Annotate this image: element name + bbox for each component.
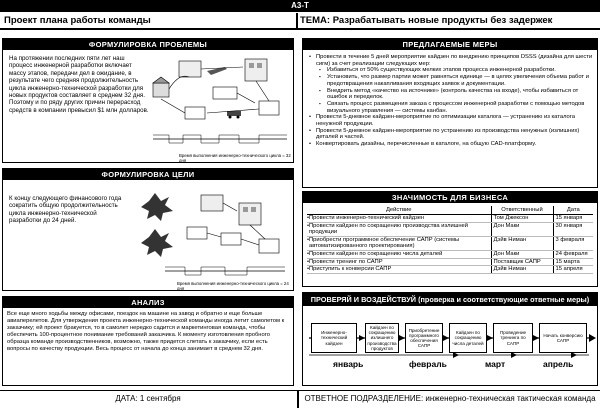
check-step: Кайдзен по сокращению числа деталей bbox=[449, 323, 487, 353]
title-row bbox=[0, 13, 600, 30]
analysis-text: Все еще много ходьбы между офисами, поездок на машине на завод и обратно и еще больше авиаперелетов. Для утверждения проекта инженерно-технической команды иногда летит самолетом к заказчику; ей проект бракуется, то в самолет нередко садится и маркетинговая команда, чтобы обеспечить 100-процентное понимание требований заказчика. К моменту изготовления пробного образца команде производственников, возможно, также придется слетать к заказчику, если есть вопросы по качеству продукции. Весь процесс от начала до конца занимает в среднем 32 дня. bbox=[7, 311, 285, 352]
measures-heading: ПРЕДЛАГАЕМЫЕ МЕРЫ bbox=[303, 39, 597, 50]
owner-cell: Дэйв Ниман bbox=[491, 266, 553, 274]
footer bbox=[0, 390, 600, 408]
date-cell: 15 марта bbox=[553, 258, 593, 266]
check-act-panel bbox=[302, 292, 598, 386]
analysis-heading: АНАЛИЗ bbox=[3, 297, 293, 308]
check-step: Приобретение программного обеспечения САПР bbox=[405, 323, 443, 353]
measure-subitem: ▪ Установить, что размер партии может равняться единице — в целях увеличения объема работ и предотвращения накапливания входящих заявок и документации. bbox=[309, 74, 595, 87]
burst-icon bbox=[141, 193, 173, 221]
problem-text: На протяжении последних пяти лет наш процесс инженерной разработки включает массу этапов, передачи дел в ожидание, в результате чего средняя продолжительность цикла инженерно-технической разработки для новых продуктов составляет в среднем 32 дня. Поэтому и по ряду других причин перерасход средств в компании превысил $1 млн долларов. bbox=[9, 55, 149, 114]
action-cell: • Провести инженерно-технический кайдзен bbox=[307, 215, 491, 223]
customer-building-icon bbox=[179, 61, 201, 77]
problem-timeline-label: Время выполнения инженерно-технического цикла = 32 дня bbox=[179, 153, 291, 163]
check-step: Инженерно-технический кайдзен bbox=[311, 323, 357, 353]
column-header-action: Действие bbox=[307, 206, 491, 215]
date-cell: 15 января bbox=[553, 215, 593, 223]
table-row bbox=[307, 236, 593, 250]
problem-panel bbox=[2, 38, 294, 163]
table-row bbox=[307, 215, 593, 223]
table-row bbox=[307, 250, 593, 258]
business-heading: ЗНАЧИМОСТЬ ДЛЯ БИЗНЕСА bbox=[303, 192, 597, 203]
date-cell: 3 февраля bbox=[553, 236, 593, 250]
measure-item: • Провести 5-дневное кайдзен-мероприятие по устранению из производства ненужных (излишних) деталей и частей. bbox=[309, 128, 595, 141]
goal-text: К концу следующего финансового года сократить общую продолжительность цикла инженерно-технической разработки до 24 дней. bbox=[9, 195, 122, 225]
measure-item: • Провести в течение 5 дней мероприятие кайдзен по внедрению принципов DSSS (дизайна для шести сигм) за счет реализации следующих мер: bbox=[309, 54, 595, 67]
check-step: Кайдзен по сокращению излишнего производства продуктов bbox=[365, 323, 399, 353]
check-step: Проведение тренинга по САПР bbox=[493, 323, 533, 353]
office-building-icon bbox=[153, 83, 169, 97]
column-header-owner: Ответственный bbox=[491, 206, 553, 215]
measure-item: • Конвертировать дизайны, перечисленные в каталоге, на общую САD-платформу. bbox=[309, 141, 595, 148]
action-table bbox=[307, 206, 593, 274]
title-divider bbox=[296, 13, 298, 30]
goal-timeline-label: Время выполнения инженерно-технического цикла = 24 дня bbox=[177, 281, 289, 291]
action-cell: • Приступить к конверсии САПР bbox=[307, 266, 491, 274]
measure-subitem: ▪ Связать процесс размещения заказа с процессом инженерной разработки с помощью методов визуального управления — системы канбан. bbox=[309, 101, 595, 114]
month-label: февраль bbox=[409, 359, 447, 369]
month-label: март bbox=[485, 359, 506, 369]
problem-heading: ФОРМУЛИРОВКА ПРОБЛЕМЫ bbox=[3, 39, 293, 50]
action-cell: • Провести тренинг по САПР bbox=[307, 258, 491, 266]
service-building-icon bbox=[201, 195, 223, 211]
action-cell: • Провести кайдзен по сокращению числа деталей bbox=[307, 250, 491, 258]
month-label: апрель bbox=[543, 359, 574, 369]
date-cell: 15 апреля bbox=[553, 266, 593, 274]
measures-panel bbox=[302, 38, 598, 188]
goal-panel bbox=[2, 168, 294, 291]
factory-icon bbox=[245, 59, 267, 81]
goal-heading: ФОРМУЛИРОВКА ЦЕЛИ bbox=[3, 169, 293, 180]
action-cell: • Провести кайдзен по сокращению производства излишней продукции bbox=[307, 222, 491, 236]
measure-subitem: ▪ Внедрить метод «качество на источнике» (контроль качества на входе), чтобы избавиться от ошибок и переделок. bbox=[309, 88, 595, 101]
theme-title: ТЕМА: Разрабатывать новые продукты без задержек bbox=[300, 15, 553, 26]
project-title: Проект плана работы команды bbox=[4, 15, 151, 26]
owner-cell: Дэйв Ниман bbox=[491, 236, 553, 250]
owner-cell: Том Джексон bbox=[491, 215, 553, 223]
problem-flow-illustration bbox=[149, 53, 291, 161]
action-cell: • Приобрести программное обеспечение САПР (системы автоматизированного проектирования) bbox=[307, 236, 491, 250]
date-cell: 24 февраля bbox=[553, 250, 593, 258]
table-row bbox=[307, 222, 593, 236]
footer-divider bbox=[297, 391, 299, 408]
table-row bbox=[307, 266, 593, 274]
car-icon bbox=[227, 111, 241, 116]
business-panel bbox=[302, 191, 598, 287]
date-cell: 30 января bbox=[553, 222, 593, 236]
owner-cell: Дон Маки bbox=[491, 250, 553, 258]
check-act-heading: ПРОВЕРЯЙ И ВОЗДЕЙСТВУЙ (проверка и соответствующие ответные меры) bbox=[303, 293, 597, 306]
owner-cell: Дон Маки bbox=[491, 222, 553, 236]
check-step: Начать конверсию САПР bbox=[539, 323, 587, 353]
document-code: А3-Т bbox=[0, 0, 600, 12]
footer-department: ОТВЕТНОЕ ПОДРАЗДЕЛЕНИЕ: инженерно-техническая тактическая команда bbox=[304, 394, 596, 403]
analysis-panel bbox=[2, 296, 294, 386]
footer-date: ДАТА: 1 сентября bbox=[115, 394, 181, 403]
measure-subitem: ▪ Избавиться от 50% существующих мелких этапов процесса инженерной разработки. bbox=[309, 67, 595, 74]
measures-list bbox=[309, 54, 595, 148]
column-header-date: Дата bbox=[553, 206, 593, 215]
measure-item: • Провести 5-дневное кайдзен-мероприятие по оптимизации каталога — устранению из каталога ненужной продукции. bbox=[309, 114, 595, 127]
table-row bbox=[307, 258, 593, 266]
factory-icon-2 bbox=[239, 203, 261, 225]
owner-cell: Поставщик САПР bbox=[491, 258, 553, 266]
process-box-icon bbox=[213, 87, 237, 99]
goal-flow-illustration bbox=[135, 183, 291, 289]
month-label: январь bbox=[333, 359, 364, 369]
